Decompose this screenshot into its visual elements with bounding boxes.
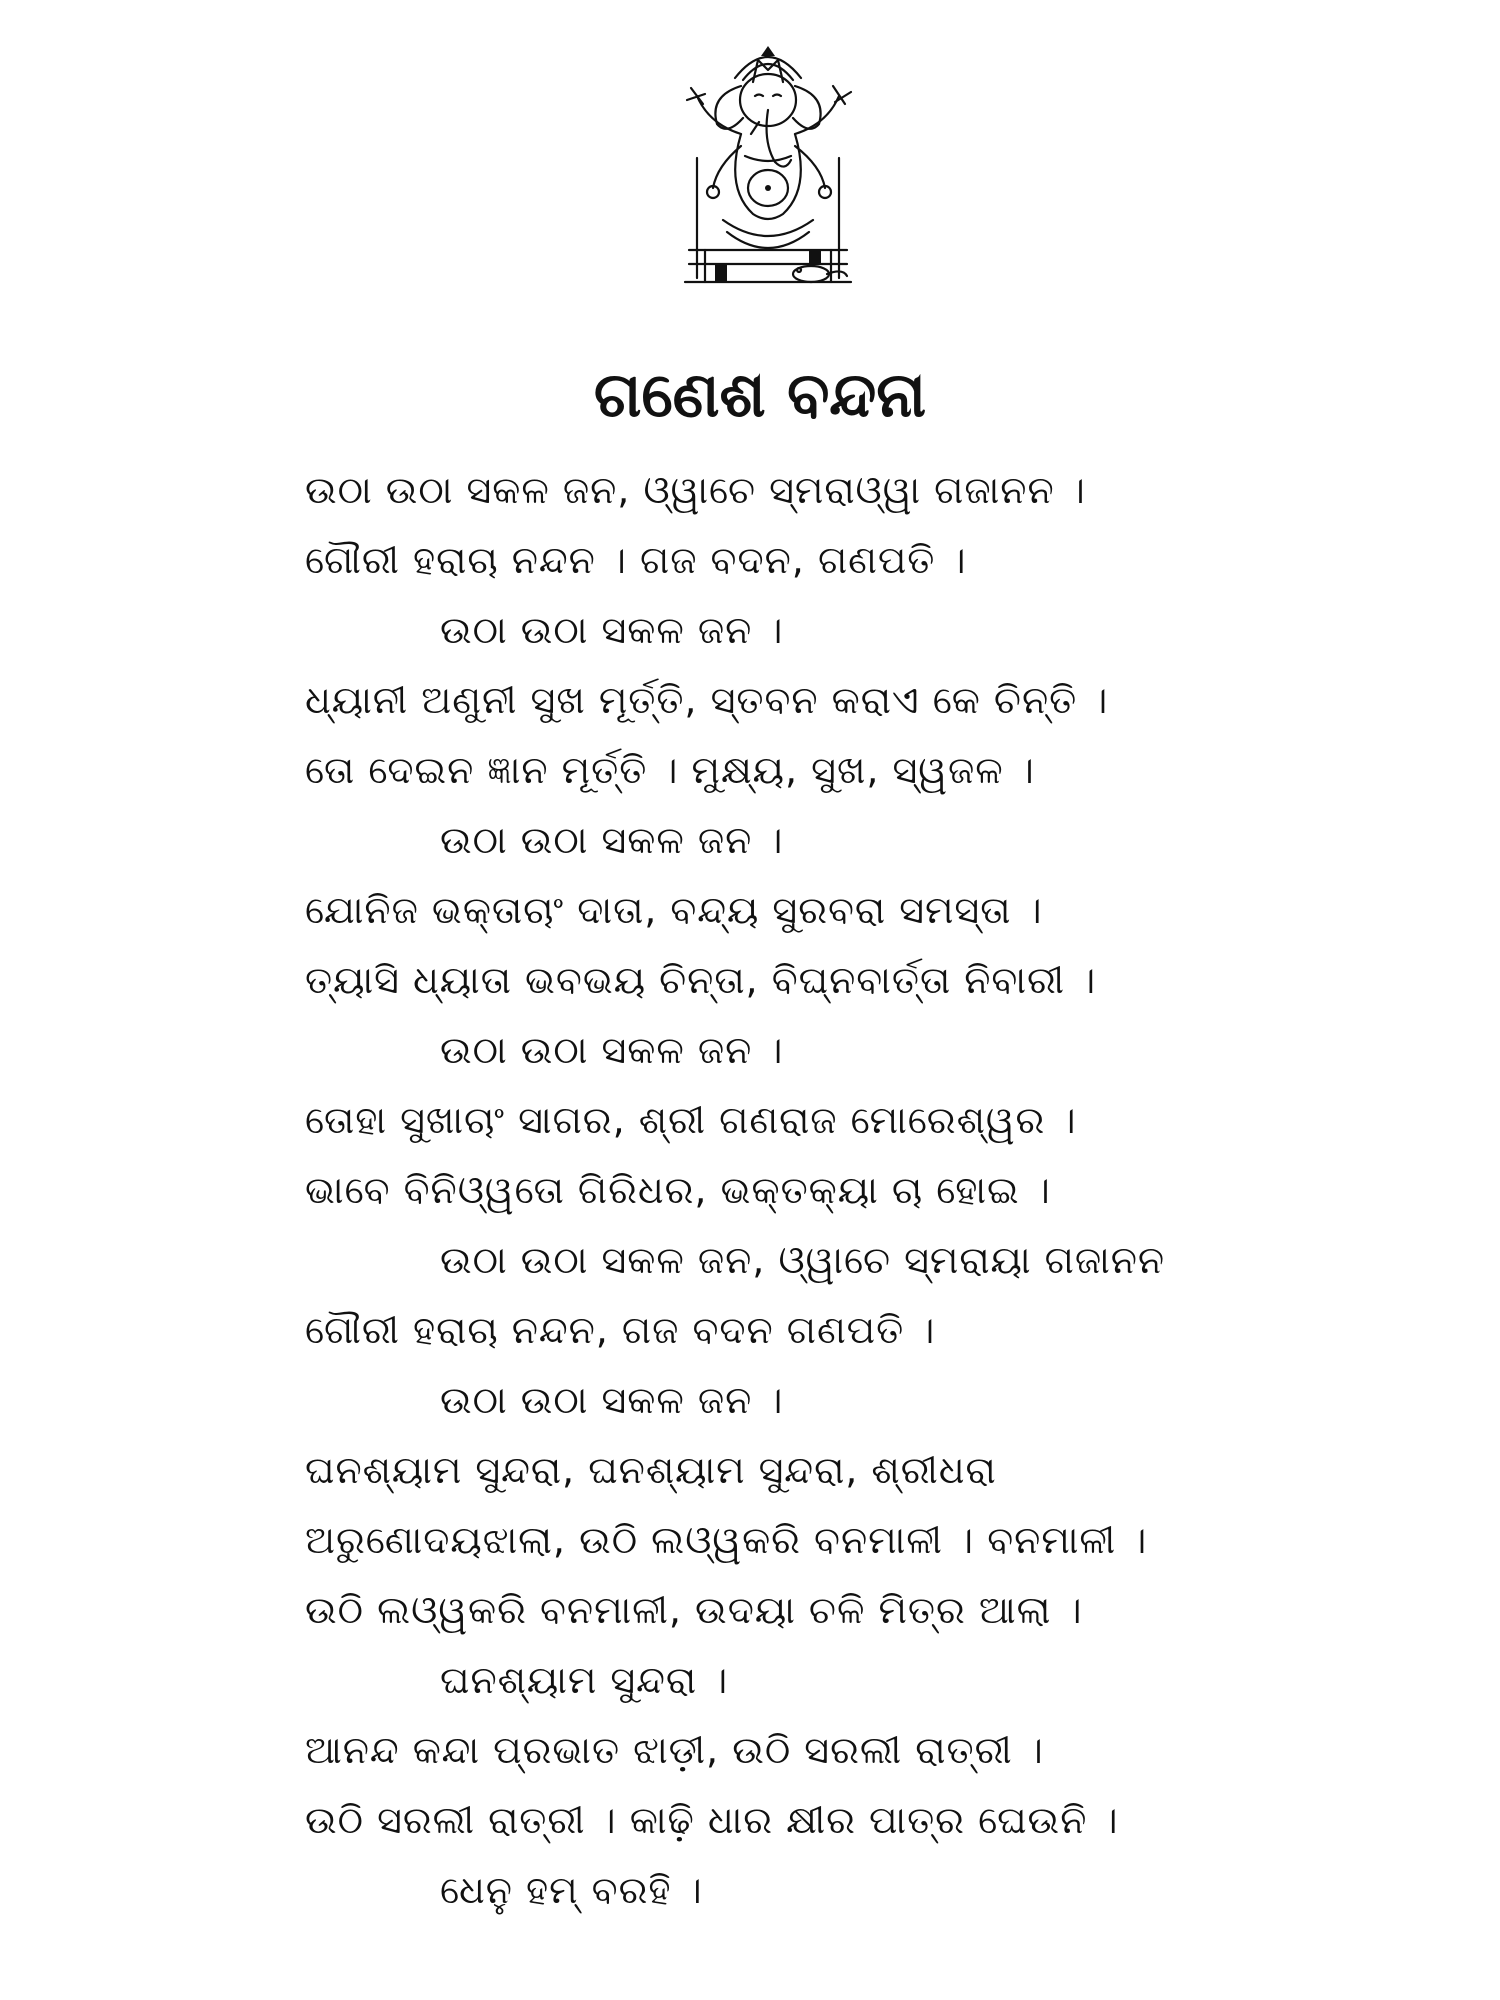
refrain-line: ଘନଶ୍ୟାମ ସୁନ୍ଦରା । xyxy=(440,1658,729,1702)
verse-line: ଉଠି ସରଲୀ ରାତ୍ରୀ । କାଢ଼ି ଧାର କ୍ଷୀର ପାତ୍ର ଘେଉନି । xyxy=(305,1798,1119,1842)
verse-line: ଭାବେ ବିନିଓ୍ୱତୋ ଗିରିଧର, ଭକ୍ତକ୍ୟା ଚା ହୋଇ । xyxy=(305,1168,1051,1212)
refrain-line: ଉଠା ଉଠା ସକଳ ଜନ । xyxy=(440,1028,784,1072)
refrain-line: ଉଠା ଉଠା ସକଳ ଜନ, ଓ୍ୱାଚେ ସ୍ମରାୟା ଗଜାନନ xyxy=(440,1238,1166,1282)
verse-line: ଗୌରୀ ହରାଚା ନନ୍ଦନ । ଗଜ ବଦନ, ଗଣପତି । xyxy=(305,538,967,582)
refrain-line: ଉଠା ଉଠା ସକଳ ଜନ । xyxy=(440,1378,784,1422)
verse-line: ଯୋନିଜ ଭକ୍ତାଚାଂ ଦାତା, ବନ୍ଦ୍ୟ ସୁରବରା ସମସ୍ତା । xyxy=(305,888,1043,932)
page-title: ଗଣେଶ ବନ୍ଦନା xyxy=(593,358,927,431)
refrain-line: ଉଠା ଉଠା ସକଳ ଜନ । xyxy=(440,608,784,652)
refrain-line: ଉଠା ଉଠା ସକଳ ଜନ । xyxy=(440,818,784,862)
verse-line: ଆନନ୍ଦ କନ୍ଦା ପ୍ରଭାତ ଝାଡ଼ୀ, ଉଠି ସରଲୀ ରାତ୍ରୀ । xyxy=(305,1728,1044,1772)
verse-line: ଘନଶ୍ୟାମ ସୁନ୍ଦରା, ଘନଶ୍ୟାମ ସୁନ୍ଦରା, ଶ୍ରୀଧରା xyxy=(305,1448,997,1492)
verse-line: ଅରୁଣୋଦୟଝାଲା, ଉଠି ଲଓ୍ୱକରି ବନମାଳୀ । ବନମାଳୀ । xyxy=(305,1518,1148,1562)
verse-line: ଧ୍ୟାନୀ ଅଣୁନୀ ସୁଖ ମୂର୍ତ୍ତି, ସ୍ତବନ କରାଏ କେ ଚିନ୍ତି । xyxy=(305,678,1109,722)
verse-line: ଉଠି ଲଓ୍ୱକରି ବନମାଳୀ, ଉଦୟା ଚଳି ମିତ୍ର ଆଲା । xyxy=(305,1588,1083,1632)
verse-line: ତୋ ଦେଇନ ଜ୍ଞାନ ମୂର୍ତ୍ତି । ମୁକ୍ଷ୍ୟ, ସୁଖ, ସ୍ୱଜଳ । xyxy=(305,748,1035,792)
verse-line: ଗୌରୀ ହରାଚା ନନ୍ଦନ, ଗଜ ବଦନ ଗଣପତି । xyxy=(305,1308,936,1352)
verse-line: ତ୍ୟାସି ଧ୍ୟାତା ଭବଭୟ ଚିନ୍ତା, ବିଘ୍ନବାର୍ତ୍ତା ନିବାରୀ । xyxy=(305,958,1097,1002)
verse-line: ଉଠା ଉଠା ସକଳ ଜନ, ଓ୍ୱାଚେ ସ୍ମରାଓ୍ୱା ଗଜାନନ । xyxy=(305,468,1086,512)
refrain-line: ଧେନୁ ହମ୍ ବରହି । xyxy=(440,1868,703,1912)
verse-list xyxy=(305,455,1475,1925)
verse-line: ତୋହା ସୁଖାଚାଂ ସାଗର, ଶ୍ରୀ ଗଣରାଜ ମୋରେଶ୍ୱର । xyxy=(305,1098,1077,1142)
ganesha-illustration-icon xyxy=(675,38,861,300)
